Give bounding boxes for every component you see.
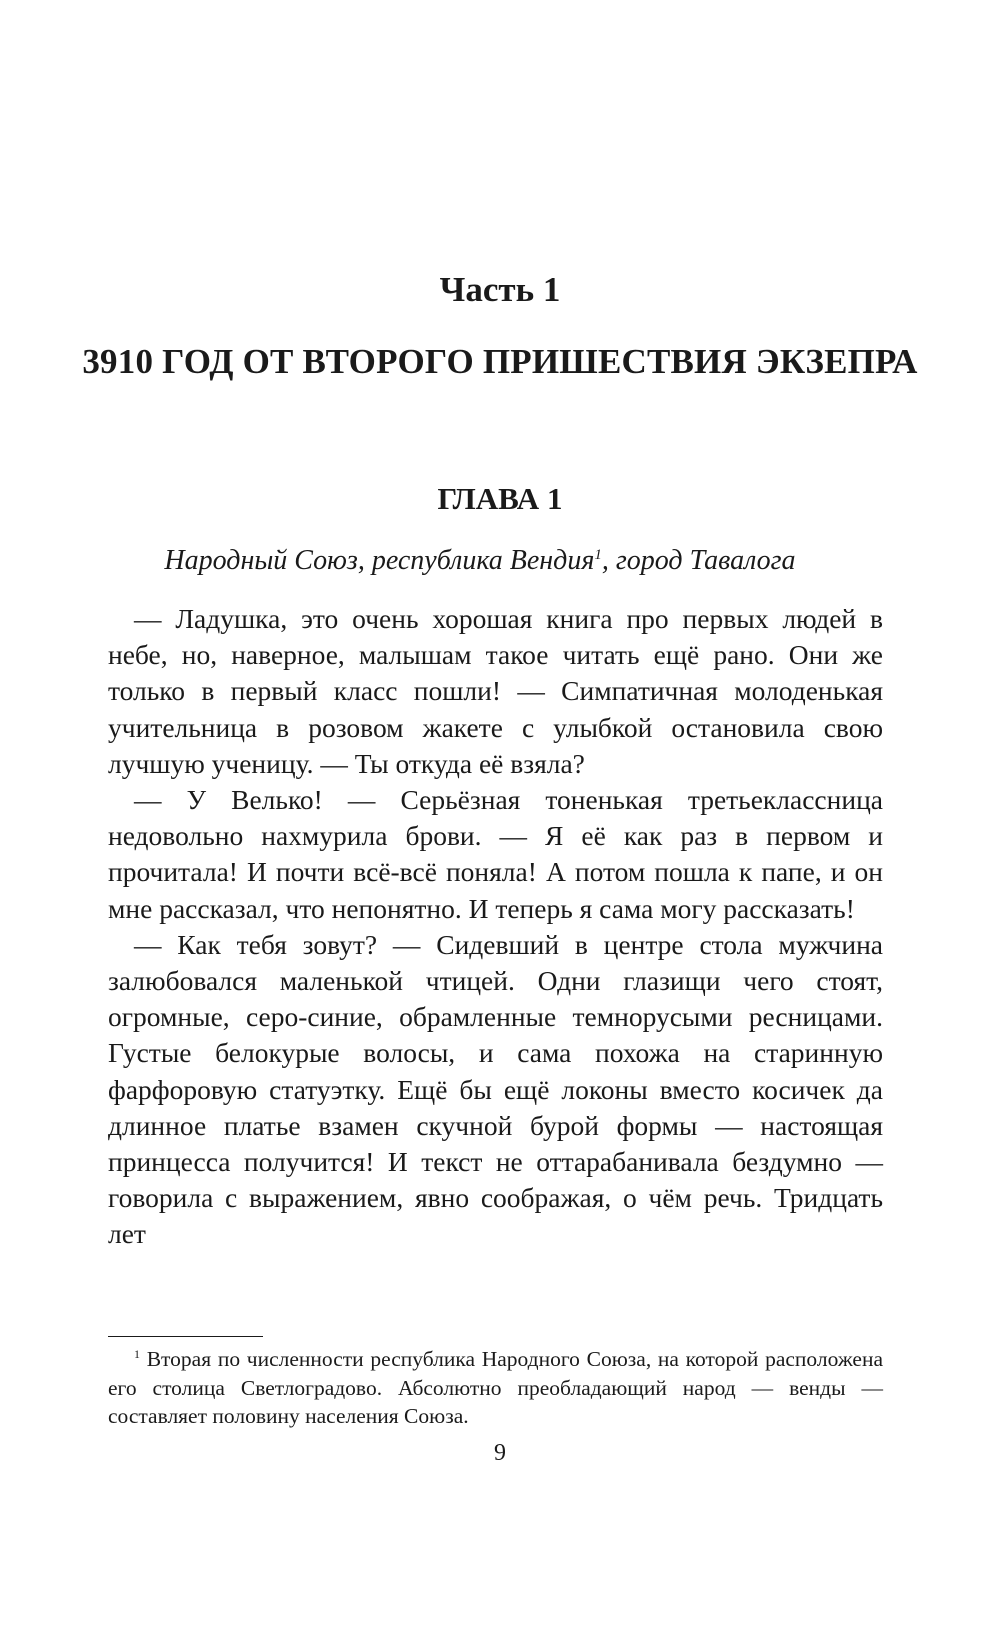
body-text — [108, 601, 883, 1253]
footnote-reference: 1 — [594, 547, 602, 563]
footnote-paragraph — [108, 1345, 883, 1431]
paragraph: — У Велько! — Серьёзная тоненькая третьеклассница недовольно нахмурила брови. — Я её как раз в первом и прочитала! И почти всё-всё поняла! А потом пошла к папе, и он мне рассказал, что непонятно. И теперь я сама могу рассказать! — [108, 784, 883, 924]
location-text-after: , город Тавалога — [601, 545, 796, 576]
part-title: Часть 1 — [439, 270, 561, 309]
footnote-marker: 1 — [134, 1347, 140, 1361]
paragraph: — Ладушка, это очень хорошая книга про первых людей в небе, но, наверное, малышам такое читать ещё рано. Они же только в первый класс пошли! — Симпатичная молоденькая учительница в розовом жакете с улыбкой остановила свою лучшую ученицу. — Ты откуда её взяла? — [108, 603, 883, 779]
book-title: 3910 ГОД ОТ ВТОРОГО ПРИШЕСТВИЯ ЭКЗЕПРА — [82, 342, 918, 381]
footnote — [108, 1345, 883, 1431]
chapter-title: ГЛАВА 1 — [437, 481, 563, 516]
footnote-text: Вторая по численности республика Народного Союза, на которой расположена его столица Светлоградово. Абсолютно преобладающий народ — венды — составляет половину населения Союза. — [108, 1347, 883, 1428]
footnote-divider — [108, 1336, 263, 1337]
location-text-before: Народный Союз, республика Вендия — [164, 545, 595, 576]
page-number: 9 — [494, 1440, 506, 1466]
paragraph: — Как тебя зовут? — Сидевший в центре стола мужчина залюбовался маленькой чтицей. Одни глазищи чего стоят, огромные, серо-синие, обрамленные темнорусыми ресницами. Густые белокурые волосы, и сама похожа на старинную фарфоровую статуэтку. Ещё бы ещё локоны вместо косичек да длинное платье взамен скучной бурой формы — настоящая принцесса получится! И текст не оттарабанивала бездумно — говорила с выражением, явно соображая, о чём речь. Тридцать лет — [108, 928, 883, 1250]
location-epigraph — [0, 542, 960, 580]
